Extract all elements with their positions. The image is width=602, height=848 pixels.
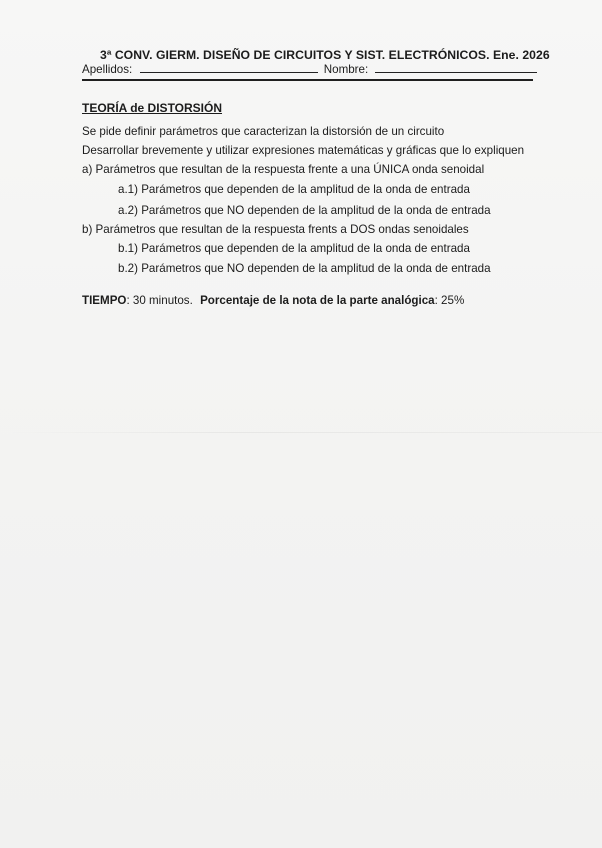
percent-label: Porcentaje de la nota de la parte analógica xyxy=(200,294,435,307)
student-info-line xyxy=(82,62,532,76)
question-a2: a.2) Parámetros que NO dependen de la amplitud de la onda de entrada xyxy=(118,204,491,217)
question-b2: b.2) Parámetros que NO dependen de la amplitud de la onda de entrada xyxy=(118,262,491,275)
name-field[interactable] xyxy=(375,62,537,73)
intro-line-1: Se pide definir parámetros que caracterizan la distorsión de un circuito xyxy=(82,125,445,138)
exam-title: 3ª CONV. GIERM. DISEÑO DE CIRCUITOS Y SIST. ELECTRÓNICOS. Ene. 2026 xyxy=(100,48,550,62)
question-b: b) Parámetros que resultan de la respuesta frents a DOS ondas senoidales xyxy=(82,223,469,236)
surname-label: Apellidos: xyxy=(82,63,133,76)
section-title: TEORÍA de DISTORSIÓN xyxy=(82,101,223,115)
question-a1: a.1) Parámetros que dependen de la amplitud de la onda de entrada xyxy=(118,183,470,196)
header-divider xyxy=(82,79,533,81)
name-label: Nombre: xyxy=(323,63,369,76)
paper-fold-line xyxy=(0,432,602,433)
surname-field[interactable] xyxy=(140,62,318,73)
time-value: : 30 minutos. xyxy=(126,294,193,307)
question-a: a) Parámetros que resultan de la respuesta frente a una ÚNICA onda senoidal xyxy=(82,163,485,176)
percent-value: : 25% xyxy=(434,294,465,307)
time-and-weight-line xyxy=(82,294,464,307)
question-b1: b.1) Parámetros que dependen de la amplitud de la onda de entrada xyxy=(118,242,470,255)
intro-line-2: Desarrollar brevemente y utilizar expresiones matemáticas y gráficas que lo expliquen xyxy=(82,144,525,157)
time-label: TIEMPO xyxy=(82,294,127,307)
